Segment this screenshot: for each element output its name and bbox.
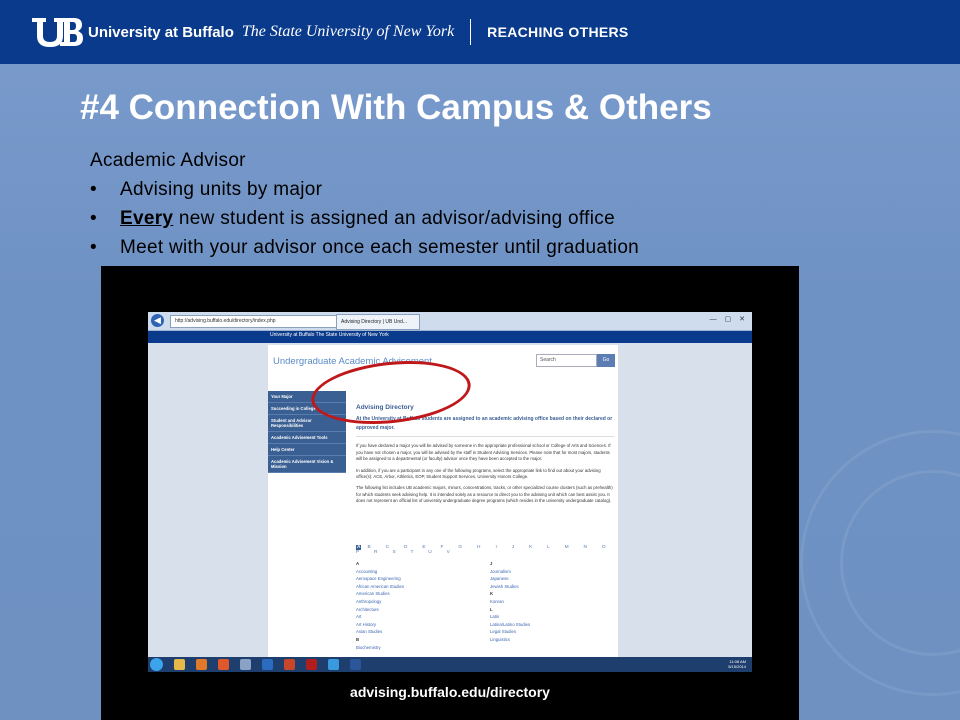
major-link[interactable]: Japanese [490, 576, 509, 582]
bullet-item: • Advising units by major [90, 175, 639, 204]
majors-column-j [490, 560, 530, 644]
media-player-icon[interactable] [196, 659, 207, 670]
bullet-list [90, 175, 639, 262]
content-paragraph: In addition, if you are a participant in any one of the following programs, select the appropriate link to find out about your advising office(s): ACE, Arbor, Athletics, EOP, Student Support Services, University Honors College. [356, 467, 601, 480]
nav-item[interactable]: Help Center [268, 444, 346, 456]
nav-item[interactable]: Academic Advisement Tools [268, 432, 346, 444]
outlook-icon[interactable] [262, 659, 273, 670]
majors-column-a [356, 560, 404, 651]
major-link[interactable]: Art [356, 614, 362, 620]
window-controls[interactable]: — ▢ ✕ [709, 316, 748, 323]
site-header-band [148, 331, 752, 343]
word-icon[interactable] [350, 659, 361, 670]
major-link[interactable]: Architecture [356, 606, 379, 612]
site-page-title: Undergraduate Academic Advisement [273, 356, 432, 367]
letter-heading: K [490, 591, 494, 597]
nav-item[interactable]: Succeeding in College [268, 403, 346, 415]
content-paragraph: The following list includes UB academic majors, minors, concentrations, tracks, or other specialized course clusters (such as prehealth) for which students seek advising help. It is intended solely as a resource to direct you to the advising unit which can best assist you. It does not represent an official list of university undergraduate degree programs (which resides in the university undergraduate catalog). [356, 485, 613, 504]
emphasis-word: Every [120, 208, 174, 229]
powerpoint-icon[interactable] [284, 659, 295, 670]
alphabet-active[interactable]: A [357, 545, 361, 550]
back-arrow-icon[interactable]: ◀ [151, 314, 164, 327]
major-link[interactable]: Latin [490, 614, 500, 620]
major-link[interactable]: Korean [490, 598, 504, 604]
acrobat-icon[interactable] [306, 659, 317, 670]
major-link[interactable]: Aerospace Engineering [356, 576, 401, 582]
site-band-text: University at Buffalo The State University of New York [270, 332, 389, 338]
banner-divider [470, 19, 471, 45]
alphabet-links[interactable]: B C D E F G H I J K L M N O P R S T U V [356, 545, 613, 555]
major-link[interactable]: Linguistics [490, 636, 511, 642]
major-link[interactable]: Legal Studies [490, 629, 517, 635]
major-link[interactable]: Latina/Latino Studies [490, 621, 531, 627]
bullet-item [90, 204, 639, 233]
alphabet-index [356, 545, 618, 555]
nav-item[interactable]: Academic Advisement Vision & Mission [268, 456, 346, 473]
major-link[interactable]: Accounting [356, 568, 378, 574]
browser-tab[interactable]: Advising Directory | UB Und... [336, 314, 420, 330]
major-link[interactable]: Anthropology [356, 598, 382, 604]
content-intro: At the University at Buffalo students are assigned to an academic advising office based on their declared or approved major. [356, 415, 614, 437]
major-link[interactable]: Art History [356, 621, 377, 627]
embedded-screenshot [148, 312, 752, 672]
nav-item[interactable]: Student and Advisor Responsibilities [268, 415, 346, 432]
slide-title: #4 Connection With Campus & Others [80, 88, 712, 127]
nav-item[interactable]: Your Major [268, 391, 346, 403]
start-button-icon[interactable] [150, 658, 163, 671]
major-link[interactable]: Journalism [490, 568, 511, 574]
search-input[interactable]: Search [536, 354, 597, 367]
calculator-icon[interactable] [240, 659, 251, 670]
ub-logo-icon [30, 14, 84, 50]
browser-toolbar [148, 312, 752, 331]
university-banner [0, 0, 960, 64]
major-link[interactable]: Jewish Studies [490, 583, 519, 589]
screenshot-frame [101, 266, 799, 720]
clock-date: 5/15/2014 [728, 664, 746, 669]
go-button[interactable]: Go [597, 354, 615, 367]
university-name: University at Buffalo [88, 23, 234, 41]
major-link[interactable]: Biochemistry [356, 644, 381, 650]
letter-heading: B [356, 636, 360, 642]
system-tray-clock[interactable] [728, 659, 746, 669]
slide-body [90, 146, 639, 262]
internet-explorer-icon[interactable] [328, 659, 339, 670]
major-link[interactable]: American Studies [356, 591, 390, 597]
bullet-text: new student is assigned an advisor/advising office [173, 208, 615, 229]
screenshot-caption: advising.buffalo.edu/directory [350, 684, 550, 700]
folder-icon[interactable] [174, 659, 185, 670]
firefox-icon[interactable] [218, 659, 229, 670]
letter-heading: A [356, 561, 360, 566]
letter-heading: L [490, 606, 493, 612]
suny-name: The State University of New York [241, 23, 455, 40]
clock-time: 11:08 AM [729, 659, 746, 664]
subheading: Academic Advisor [90, 150, 246, 171]
address-bar[interactable]: http://advising.buffalo.edu/directory/index.php [170, 315, 338, 328]
tagline: REACHING OTHERS [487, 24, 629, 40]
content-heading: Advising Directory [356, 404, 414, 411]
letter-heading: J [490, 561, 493, 566]
content-paragraph: If you have declared a major you will be advised by someone in the appropriate professional school or College of Arts and Sciences. If you have not chosen a major, you will be advised by the staff in Student Advising Services. Please note that for most majors, students will be assigned to a departmental (or faculty) advisor once they have been accepted to the major. [356, 443, 611, 462]
major-link[interactable]: African American Studies [356, 583, 405, 589]
bullet-item: • Meet with your advisor once each semester until graduation [90, 233, 639, 262]
windows-taskbar [148, 657, 752, 672]
major-link[interactable]: Asian Studies [356, 629, 383, 635]
